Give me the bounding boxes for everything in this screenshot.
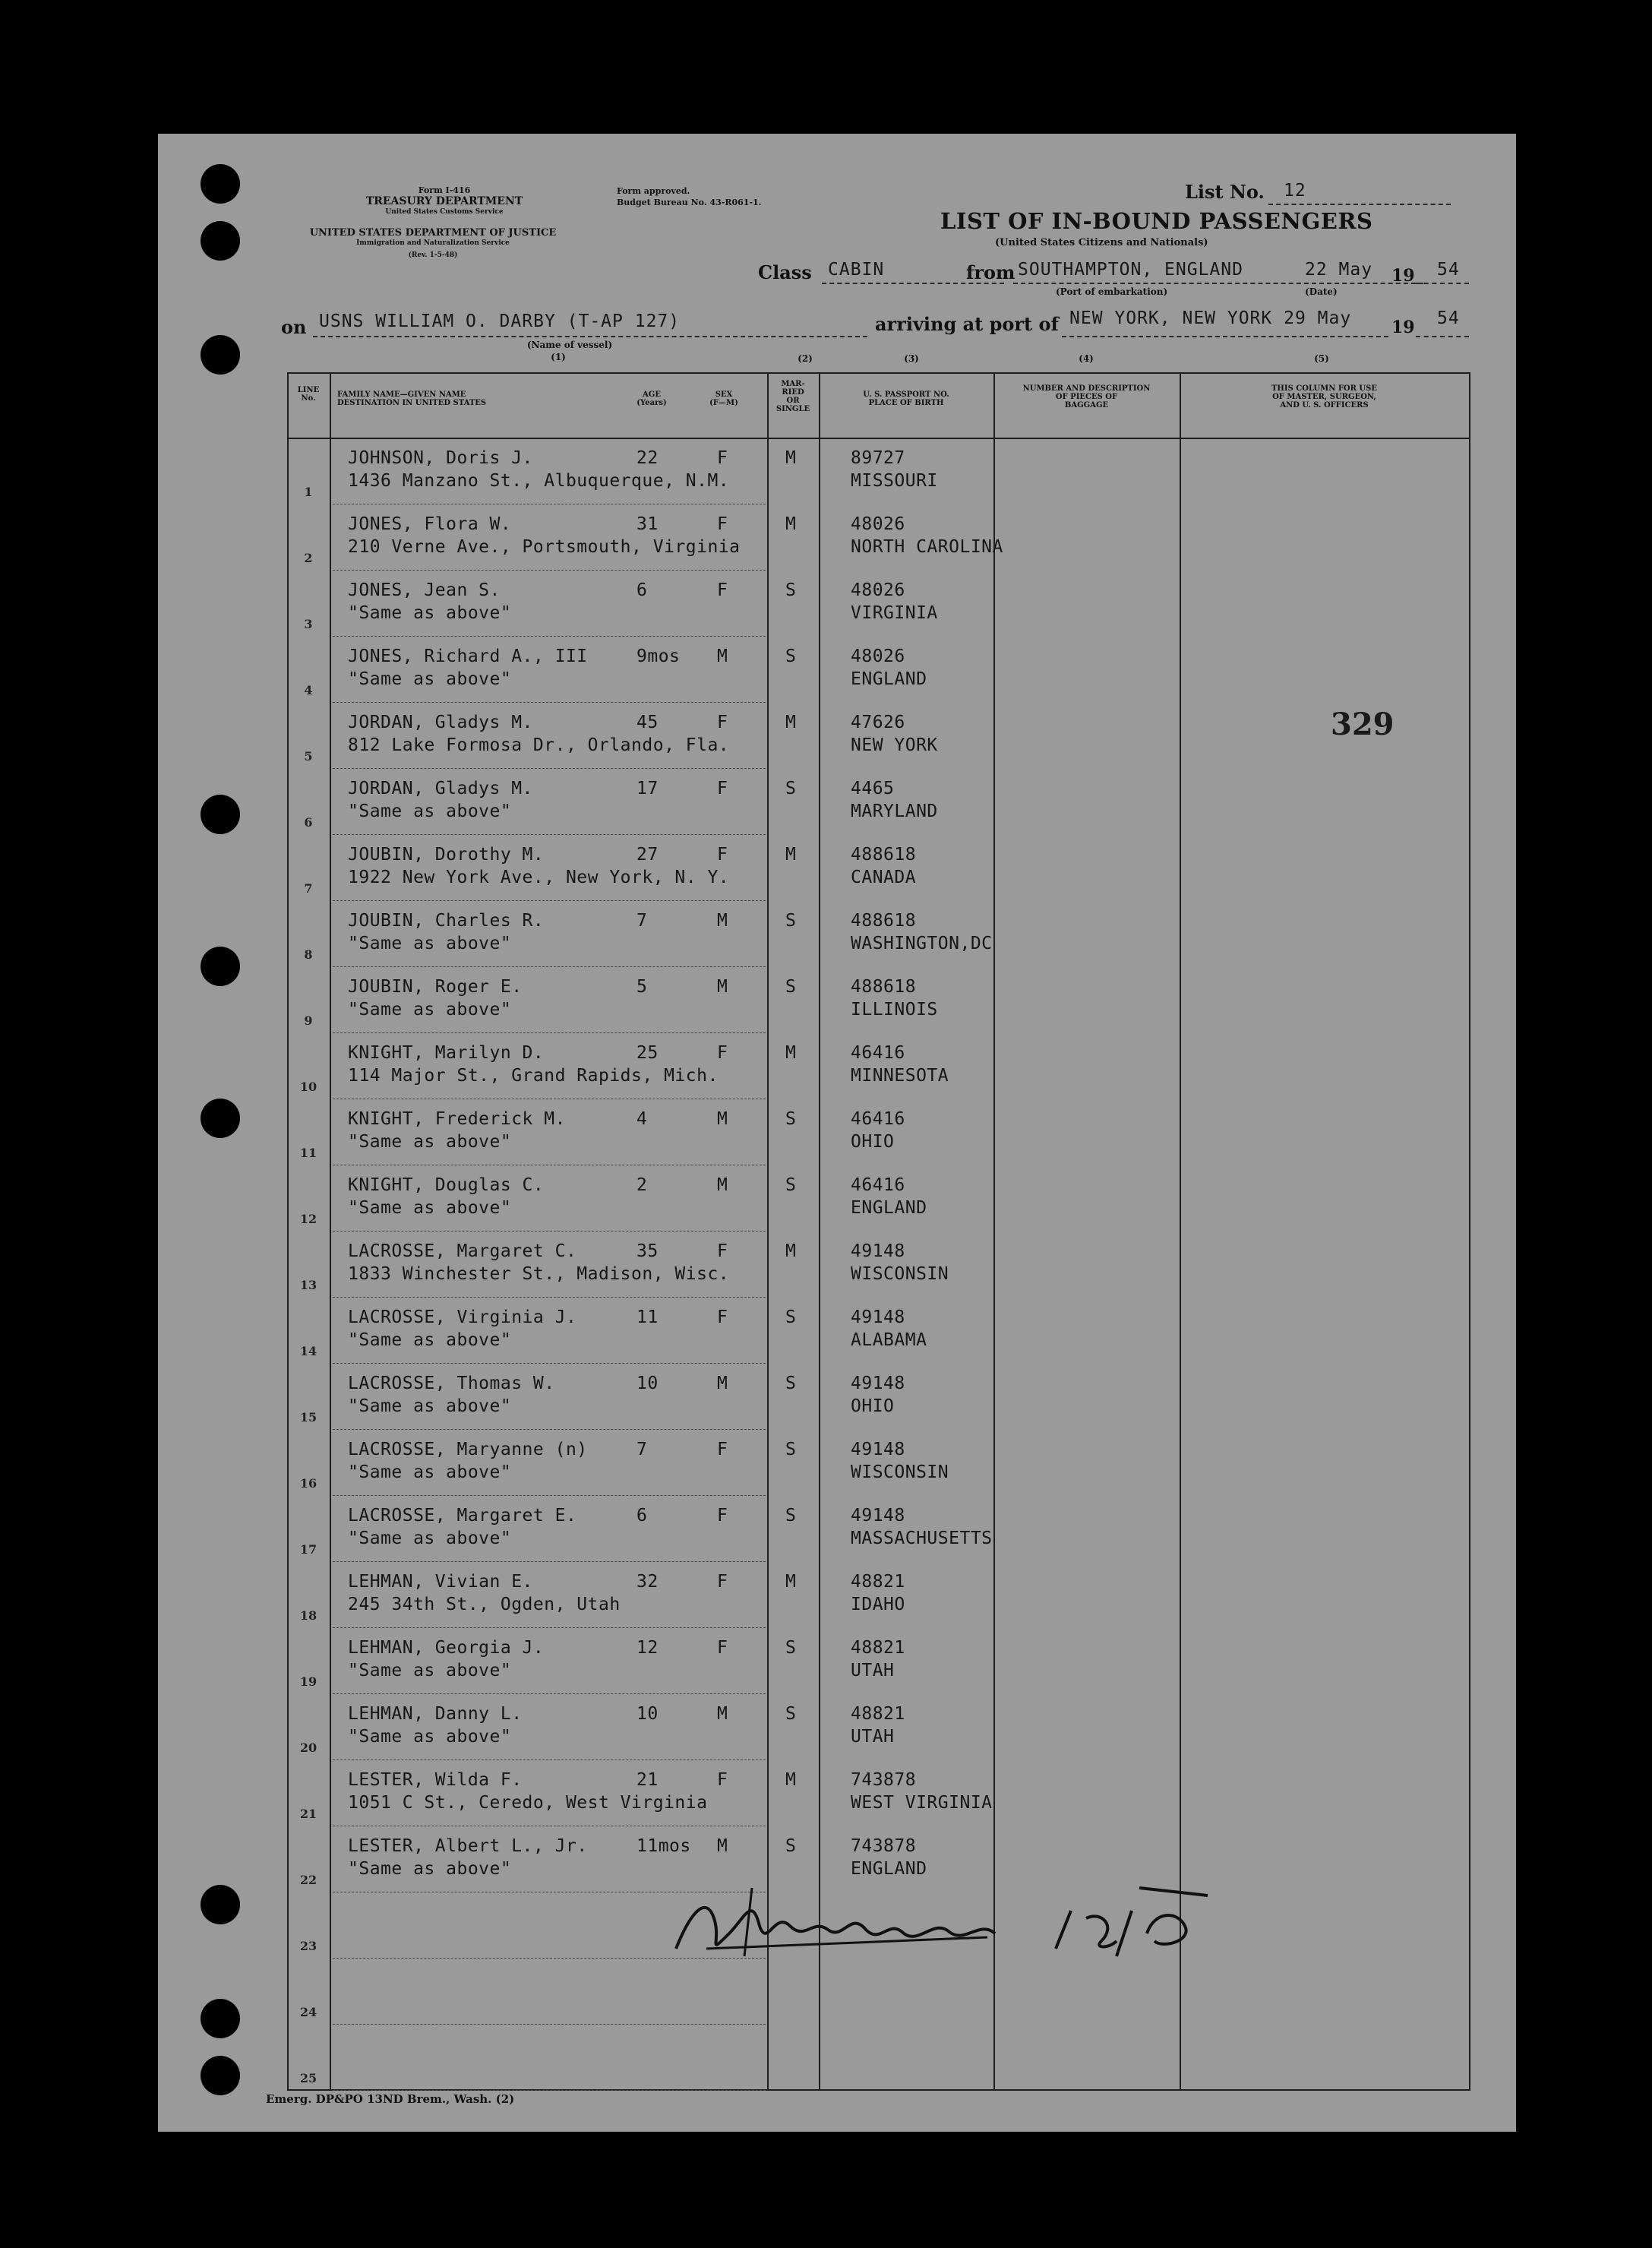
- place-of-birth: MISSOURI: [851, 471, 938, 491]
- class-value: CABIN: [828, 260, 885, 280]
- passenger-age: 6: [636, 1506, 648, 1526]
- passenger-destination: "Same as above": [348, 1000, 512, 1020]
- passenger-marital-status: M: [785, 448, 797, 468]
- passenger-age: 21: [636, 1770, 659, 1790]
- row-line-number: 19: [299, 1674, 317, 1689]
- passport-number: 48821: [851, 1704, 905, 1724]
- row-separator: [333, 1363, 766, 1364]
- list-no-underline: [1268, 204, 1451, 205]
- passenger-age: 22: [636, 448, 659, 468]
- table-top-border: [287, 372, 1470, 374]
- officer-signature: [661, 1865, 1238, 1971]
- place-of-birth: WASHINGTON,DC: [851, 934, 993, 953]
- passenger-sex: F: [717, 514, 728, 534]
- place-of-birth: OHIO: [851, 1396, 895, 1416]
- from-underline: [1013, 283, 1423, 284]
- row-separator: [333, 2090, 766, 2091]
- passenger-destination: 812 Lake Formosa Dr., Orlando, Fla.: [348, 735, 730, 755]
- passenger-marital-status: S: [785, 1307, 797, 1327]
- place-of-birth: CANADA: [851, 868, 917, 887]
- passenger-marital-status: S: [785, 1440, 797, 1459]
- passenger-sex: F: [717, 1572, 728, 1592]
- passenger-destination: "Same as above": [348, 1132, 512, 1152]
- passport-number: 46416: [851, 1043, 905, 1063]
- row-line-number: 12: [299, 1212, 317, 1226]
- row-separator: [333, 966, 766, 967]
- passenger-name: JONES, Flora W.: [348, 514, 512, 534]
- row-separator: [333, 900, 766, 901]
- col-header-line: LINE No.: [297, 386, 320, 403]
- col-header-officers: THIS COLUMN FOR USE OF MASTER, SURGEON, AND U. S. OFFICERS: [1271, 384, 1377, 409]
- passenger-age: 17: [636, 779, 659, 798]
- row-separator: [333, 636, 766, 637]
- treasury-department: TREASURY DEPARTMENT: [365, 195, 523, 207]
- revision-date: (Rev. 1-5-48): [408, 251, 458, 259]
- passenger-name: JONES, Jean S.: [348, 580, 501, 600]
- place-of-birth: VIRGINIA: [851, 603, 938, 623]
- passenger-sex: F: [717, 448, 728, 468]
- row-separator: [333, 1297, 766, 1298]
- footer-print-note: Emerg. DP&PO 13ND Brem., Wash. (2): [266, 2092, 515, 2106]
- on-label: on: [281, 316, 307, 338]
- row-separator: [333, 1693, 766, 1694]
- passenger-marital-status: S: [785, 580, 797, 600]
- passenger-destination: "Same as above": [348, 1198, 512, 1218]
- passenger-age: 31: [636, 514, 659, 534]
- col-no-2: (2): [798, 353, 813, 364]
- passenger-age: 12: [636, 1638, 659, 1658]
- passport-number: 49148: [851, 1374, 905, 1393]
- passenger-age: 10: [636, 1704, 659, 1724]
- passenger-marital-status: M: [785, 1043, 797, 1063]
- passenger-marital-status: M: [785, 514, 797, 534]
- passenger-name: JOHNSON, Doris J.: [348, 448, 533, 468]
- col-divider-married: [819, 372, 820, 2091]
- punch-hole: [201, 335, 240, 375]
- form-number: Form I-416: [418, 185, 471, 195]
- row-line-number: 18: [299, 1608, 317, 1623]
- passport-number: 49148: [851, 1440, 905, 1459]
- passenger-destination: 245 34th St., Ogden, Utah: [348, 1595, 621, 1614]
- col-divider-line: [330, 372, 331, 2091]
- place-of-birth: NORTH CAROLINA: [851, 537, 1003, 557]
- place-of-birth: WISCONSIN: [851, 1264, 949, 1284]
- passenger-age: 6: [636, 580, 648, 600]
- passport-number: 743878: [851, 1770, 917, 1790]
- passenger-marital-status: S: [785, 647, 797, 666]
- passenger-name: LACROSSE, Thomas W.: [348, 1374, 555, 1393]
- passenger-sex: M: [717, 911, 728, 931]
- passport-number: 49148: [851, 1241, 905, 1261]
- row-separator: [333, 2024, 766, 2025]
- row-line-number: 9: [304, 1013, 313, 1028]
- passenger-name: KNIGHT, Frederick M.: [348, 1109, 566, 1129]
- row-line-number: 17: [299, 1542, 317, 1557]
- row-separator: [333, 768, 766, 769]
- place-of-birth: OHIO: [851, 1132, 895, 1152]
- place-of-birth: UTAH: [851, 1661, 895, 1680]
- passenger-name: LACROSSE, Maryanne (n): [348, 1440, 588, 1459]
- arrival-year-underline: [1416, 336, 1469, 337]
- passenger-age: 9mos: [636, 647, 681, 666]
- passport-number: 46416: [851, 1175, 905, 1195]
- passenger-sex: F: [717, 1506, 728, 1526]
- passenger-age: 27: [636, 845, 659, 865]
- row-separator: [333, 1429, 766, 1430]
- passenger-destination: 1833 Winchester St., Madison, Wisc.: [348, 1264, 730, 1284]
- passport-number: 49148: [851, 1506, 905, 1526]
- passenger-sex: M: [717, 1175, 728, 1195]
- punch-hole: [201, 1885, 240, 1924]
- row-line-number: 24: [299, 2005, 317, 2019]
- passenger-sex: F: [717, 580, 728, 600]
- passenger-sex: F: [717, 713, 728, 732]
- arrival-year-prefix: 19: [1391, 318, 1415, 337]
- col-header-age: AGE (Years): [636, 390, 667, 407]
- from-label: from: [966, 261, 1016, 283]
- vessel-caption: (Name of vessel): [526, 340, 613, 350]
- place-of-birth: MARYLAND: [851, 802, 938, 821]
- row-line-number: 22: [299, 1873, 317, 1887]
- passport-number: 47626: [851, 713, 905, 732]
- place-of-birth: MINNESOTA: [851, 1066, 949, 1086]
- passenger-destination: "Same as above": [348, 802, 512, 821]
- passenger-sex: F: [717, 1440, 728, 1459]
- passenger-destination: "Same as above": [348, 1727, 512, 1747]
- passenger-marital-status: S: [785, 1109, 797, 1129]
- passenger-sex: F: [717, 779, 728, 798]
- customs-service: United States Customs Service: [385, 208, 504, 216]
- passenger-marital-status: S: [785, 1836, 797, 1856]
- passenger-sex: F: [717, 1770, 728, 1790]
- depart-year: 54: [1437, 260, 1460, 280]
- passenger-destination: "Same as above": [348, 1396, 512, 1416]
- row-line-number: 15: [299, 1410, 317, 1424]
- row-line-number: 2: [304, 551, 313, 565]
- punch-hole: [201, 947, 240, 986]
- col-divider-baggage: [1180, 372, 1181, 2091]
- passenger-sex: M: [717, 1704, 728, 1724]
- passenger-destination: "Same as above": [348, 1330, 512, 1350]
- row-separator: [333, 834, 766, 835]
- form-title: LIST OF IN-BOUND PASSENGERS: [940, 208, 1373, 234]
- passenger-marital-status: S: [785, 1374, 797, 1393]
- punch-hole: [201, 1999, 240, 2038]
- passenger-marital-status: M: [785, 1241, 797, 1261]
- passenger-destination: "Same as above": [348, 934, 512, 953]
- passenger-age: 7: [636, 1440, 648, 1459]
- passenger-name: JOUBIN, Roger E.: [348, 977, 523, 997]
- passenger-age: 32: [636, 1572, 659, 1592]
- passenger-age: 35: [636, 1241, 659, 1261]
- place-of-birth: WEST VIRGINIA: [851, 1793, 993, 1813]
- row-line-number: 25: [299, 2071, 317, 2085]
- row-separator: [333, 570, 766, 571]
- row-line-number: 21: [299, 1807, 317, 1821]
- passenger-marital-status: S: [785, 779, 797, 798]
- passenger-destination: 1436 Manzano St., Albuquerque, N.M.: [348, 471, 730, 491]
- passenger-marital-status: S: [785, 1704, 797, 1724]
- row-line-number: 20: [299, 1741, 317, 1755]
- passenger-sex: M: [717, 647, 728, 666]
- passport-number: 48026: [851, 580, 905, 600]
- department-of-justice: UNITED STATES DEPARTMENT OF JUSTICE: [309, 227, 557, 239]
- list-no-label: List No.: [1185, 181, 1265, 203]
- passenger-destination: 1051 C St., Ceredo, West Virginia: [348, 1793, 708, 1813]
- passenger-name: JOUBIN, Charles R.: [348, 911, 545, 931]
- col-divider-passport: [993, 372, 995, 2091]
- budget-bureau: Budget Bureau No. 43-R061-1.: [617, 198, 762, 207]
- row-line-number: 5: [304, 749, 313, 764]
- row-line-number: 7: [304, 881, 313, 896]
- passenger-age: 45: [636, 713, 659, 732]
- table-left-border: [287, 372, 289, 2091]
- passenger-age: 4: [636, 1109, 648, 1129]
- passport-number: 743878: [851, 1836, 917, 1856]
- place-of-birth: IDAHO: [851, 1595, 905, 1614]
- place-of-birth: NEW YORK: [851, 735, 938, 755]
- passenger-marital-status: M: [785, 713, 797, 732]
- passport-number: 48026: [851, 647, 905, 666]
- row-line-number: 11: [299, 1146, 317, 1160]
- class-label: Class: [758, 261, 812, 283]
- passenger-destination: 210 Verne Ave., Portsmouth, Virginia: [348, 537, 741, 557]
- punch-hole: [201, 164, 240, 204]
- passenger-marital-status: M: [785, 1770, 797, 1790]
- passenger-destination: "Same as above": [348, 1661, 512, 1680]
- col-header-baggage: NUMBER AND DESCRIPTION OF PIECES OF BAGGAGE: [1022, 384, 1151, 409]
- row-separator: [333, 1561, 766, 1562]
- row-line-number: 16: [299, 1476, 317, 1491]
- row-line-number: 13: [299, 1278, 317, 1292]
- row-line-number: 10: [299, 1080, 317, 1094]
- from-value: SOUTHAMPTON, ENGLAND: [1018, 260, 1243, 280]
- punch-hole: [201, 795, 240, 834]
- col-header-sex: SEX (F—M): [709, 390, 738, 407]
- passenger-name: LACROSSE, Margaret E.: [348, 1506, 577, 1526]
- passenger-age: 2: [636, 1175, 648, 1195]
- passenger-name: LACROSSE, Virginia J.: [348, 1307, 577, 1327]
- row-line-number: 3: [304, 617, 313, 631]
- passenger-sex: F: [717, 1043, 728, 1063]
- arrival-port: NEW YORK, NEW YORK 29 May: [1069, 308, 1352, 328]
- row-line-number: 1: [304, 485, 313, 499]
- passenger-table: [287, 372, 1470, 2091]
- passenger-marital-status: S: [785, 977, 797, 997]
- passenger-name: JORDAN, Gladys M.: [348, 713, 533, 732]
- place-of-birth: ENGLAND: [851, 1859, 927, 1879]
- passenger-age: 5: [636, 977, 648, 997]
- passport-number: 488618: [851, 845, 917, 865]
- passenger-age: 7: [636, 911, 648, 931]
- passenger-name: JORDAN, Gladys M.: [348, 779, 533, 798]
- punch-hole: [201, 221, 240, 261]
- form-approved: Form approved.: [617, 186, 690, 196]
- passenger-marital-status: S: [785, 911, 797, 931]
- passport-number: 89727: [851, 448, 905, 468]
- passenger-destination: "Same as above": [348, 603, 512, 623]
- row-separator: [333, 1495, 766, 1496]
- passenger-name: LEHMAN, Vivian E.: [348, 1572, 533, 1592]
- depart-year-prefix: 19: [1391, 266, 1415, 286]
- officer-stamp-number: 329: [1331, 707, 1395, 742]
- passenger-age: 25: [636, 1043, 659, 1063]
- punch-hole: [201, 1099, 240, 1138]
- port-embarkation-caption: (Port of embarkation): [1056, 286, 1168, 297]
- passenger-destination: "Same as above": [348, 1529, 512, 1548]
- punch-hole: [201, 2056, 240, 2095]
- place-of-birth: MASSACHUSETTS: [851, 1529, 993, 1548]
- passenger-marital-status: S: [785, 1175, 797, 1195]
- row-line-number: 23: [299, 1939, 317, 1953]
- passenger-sex: F: [717, 1307, 728, 1327]
- passenger-sex: M: [717, 977, 728, 997]
- passenger-name: KNIGHT, Douglas C.: [348, 1175, 545, 1195]
- passenger-sex: F: [717, 1638, 728, 1658]
- passport-number: 4465: [851, 779, 895, 798]
- arrival-underline: [1062, 336, 1388, 337]
- place-of-birth: UTAH: [851, 1727, 895, 1747]
- vessel-underline: [313, 336, 867, 337]
- form-subtitle: (United States Citizens and Nationals): [995, 237, 1208, 248]
- passenger-name: LESTER, Albert L., Jr.: [348, 1836, 588, 1856]
- passenger-marital-status: M: [785, 1572, 797, 1592]
- passenger-age: 10: [636, 1374, 659, 1393]
- passenger-name: LESTER, Wilda F.: [348, 1770, 523, 1790]
- passenger-name: LEHMAN, Georgia J.: [348, 1638, 545, 1658]
- passenger-name: JONES, Richard A., III: [348, 647, 588, 666]
- depart-year-underline: [1416, 283, 1469, 284]
- passenger-name: KNIGHT, Marilyn D.: [348, 1043, 545, 1063]
- passenger-sex: M: [717, 1109, 728, 1129]
- table-right-border: [1469, 372, 1470, 2091]
- passport-number: 488618: [851, 911, 917, 931]
- passport-number: 46416: [851, 1109, 905, 1129]
- row-line-number: 4: [304, 683, 313, 697]
- date-caption: (Date): [1305, 286, 1338, 297]
- arrival-year: 54: [1437, 308, 1460, 328]
- col-header-name: FAMILY NAME—GIVEN NAME DESTINATION IN UNITED STATES: [337, 390, 487, 407]
- passenger-marital-status: M: [785, 845, 797, 865]
- list-no-value: 12: [1284, 181, 1306, 201]
- header-bottom-border: [287, 438, 1470, 439]
- col-no-5: (5): [1314, 353, 1329, 364]
- col-header-passport: U. S. PASSPORT NO. PLACE OF BIRTH: [863, 390, 949, 407]
- passenger-destination: "Same as above": [348, 1859, 512, 1879]
- place-of-birth: ALABAMA: [851, 1330, 927, 1350]
- vessel-name: USNS WILLIAM O. DARBY (T-AP 127): [319, 311, 681, 331]
- place-of-birth: WISCONSIN: [851, 1462, 949, 1482]
- place-of-birth: ILLINOIS: [851, 1000, 938, 1020]
- passenger-destination: "Same as above": [348, 669, 512, 689]
- row-line-number: 6: [304, 815, 313, 830]
- passenger-destination: 114 Major St., Grand Rapids, Mich.: [348, 1066, 719, 1086]
- ins-label: Immigration and Naturalization Service: [356, 239, 510, 247]
- passport-number: 48821: [851, 1572, 905, 1592]
- passenger-marital-status: S: [785, 1506, 797, 1526]
- place-of-birth: ENGLAND: [851, 1198, 927, 1218]
- passenger-name: LEHMAN, Danny L.: [348, 1704, 523, 1724]
- passenger-destination: "Same as above": [348, 1462, 512, 1482]
- passport-number: 48821: [851, 1638, 905, 1658]
- passenger-name: JOUBIN, Dorothy M.: [348, 845, 545, 865]
- depart-date: 22 May: [1305, 260, 1373, 280]
- passport-number: 48026: [851, 514, 905, 534]
- col-no-3: (3): [904, 353, 919, 364]
- passenger-sex: M: [717, 1836, 728, 1856]
- passenger-name: LACROSSE, Margaret C.: [348, 1241, 577, 1261]
- passenger-age: 11: [636, 1307, 659, 1327]
- col-divider-name: [767, 372, 769, 2091]
- passport-number: 488618: [851, 977, 917, 997]
- row-separator: [333, 1627, 766, 1628]
- row-separator: [333, 1032, 766, 1033]
- passenger-sex: M: [717, 1374, 728, 1393]
- col-no-4: (4): [1079, 353, 1094, 364]
- passenger-age: 11mos: [636, 1836, 691, 1856]
- passenger-destination: 1922 New York Ave., New York, N. Y.: [348, 868, 730, 887]
- passenger-sex: F: [717, 845, 728, 865]
- passport-number: 49148: [851, 1307, 905, 1327]
- row-line-number: 8: [304, 947, 313, 962]
- vessel-caption-number: (1): [551, 352, 566, 362]
- place-of-birth: ENGLAND: [851, 669, 927, 689]
- passenger-sex: F: [717, 1241, 728, 1261]
- arriving-label: arriving at port of: [875, 313, 1059, 335]
- passenger-marital-status: S: [785, 1638, 797, 1658]
- col-header-married: MAR- RIED OR SINGLE: [775, 380, 810, 413]
- row-line-number: 14: [299, 1344, 317, 1358]
- row-separator: [333, 702, 766, 703]
